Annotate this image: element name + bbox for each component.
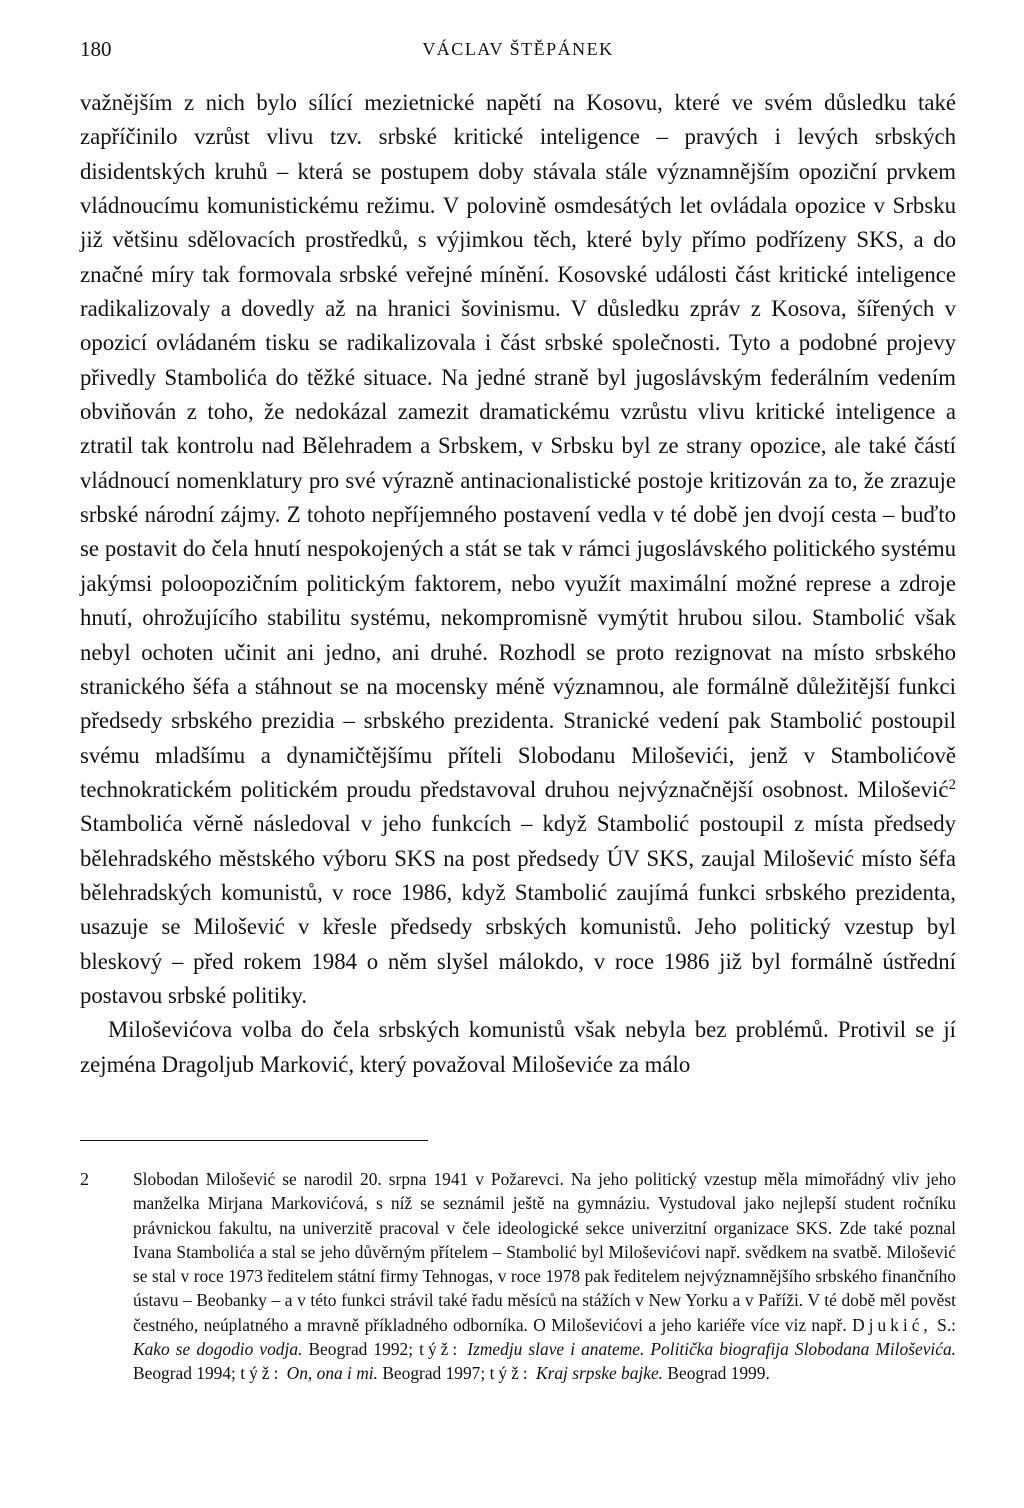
footnote-text-7: Beograd 1997;: [377, 1363, 490, 1384]
footnote-text-9: Beograd 1999.: [663, 1363, 770, 1384]
footnote: [80, 1167, 956, 1386]
footnote-author: Djukić,: [852, 1314, 932, 1335]
footnote-marker: 2: [80, 1169, 89, 1189]
footnote-text: [133, 1167, 956, 1386]
main-text: [80, 86, 956, 1082]
footnote-title-4: Kraj srpske bajke.: [536, 1363, 664, 1384]
footnote-separator: [80, 1140, 428, 1141]
footnote-tyz-3: týž:: [489, 1363, 532, 1384]
paragraph-2: Miloševićova volba do čela srbských komunistů však nebyla bez problémů. Protivil se jí zejména Dragoljub Marković, který považoval Miloševiće za málo: [80, 1017, 956, 1077]
footnote-title-3: On, ona i mi.: [286, 1363, 378, 1384]
page-number: 180: [80, 37, 112, 61]
footnote-text-3: Beograd 1992;: [302, 1339, 420, 1360]
footnote-text-5: Beograd 1994;: [133, 1363, 241, 1384]
footnote-reference: 2: [948, 776, 956, 793]
running-head: [80, 34, 956, 64]
footnote-text-1: Slobodan Milošević se narodil 20. srpna 1941 v Požarevci. Na jeho politický vzestup měla mimořádný vliv jeho manželka Mirjana Markovićová, s níž se seznámil ještě na gymnáziu. Vystudoval jako nejlepší student ročníku právnickou fakultu, na univerzitě pracoval v čele ideologické sekce univerzitní organizace SKS. Zde také poznal Ivana Stambolića a stal se jeho důvěrným přítelem – Stambolić byl Miloševićovi např. svědkem na svatbě. Milošević se stal v roce 1973 ředitelem státní firmy Tehnogas, v roce 1978 pak ředitelem nejvýznamnějšího srbského finančního ústavu – Beobanky – a v této funkci strávil také řadu měsíců na stážích v New Yorku a v Paříži. V té době měl pověst čestného, neúplatného a mravně příkladného odborníka. O Miloševićovi a jeho kariéře více viz např.: [133, 1169, 956, 1335]
running-title: VÁCLAV ŠTĚPÁNEK: [422, 39, 614, 59]
paragraph-1-text-b: Stambolića věrně následoval v jeho funkcích – když Stambolić postoupil z místa předsedy bělehradského městského výboru SKS na post předsedy ÚV SKS, zaujal Milošević místo šéfa bělehradských komunistů, v roce 1986, když Stambolić zaujímá funkci srbského prezidenta, usazuje se Milošević v křesle předsedy srbských komunistů. Jeho politický vzestup byl bleskový – před rokem 1984 o něm slyšel málokdo, v roce 1986 již byl formálně ústřední postavou srbské politiky.: [80, 811, 956, 1008]
book-page: [80, 34, 956, 1082]
paragraph-1: [80, 86, 956, 1013]
footnote-tyz-1: týž:: [419, 1339, 462, 1360]
footnote-title-2: Izmedju slave i anateme. Politička biografija Slobodana Miloševića.: [467, 1339, 957, 1360]
footnote-tyz-2: týž:: [240, 1363, 283, 1384]
paragraph-1-text-a: važnějším z nich bylo sílící mezietnické napětí na Kosovu, které ve svém důsledku také zapříčinilo vzrůst vlivu tzv. srbské kritické inteligence – pravých i levých srbských disidentských kruhů – která se postupem doby stávala stále významnějším opoziční prvkem vládnoucímu komunistickému režimu. V polovině osmdesátých let ovládala opozice v Srbsku již většinu sdělovacích prostředků, s výjimkou těch, které byly přímo podřízeny SKS, a do značné míry tak formovala srbské veřejné mínění. Kosovské události část kritické inteligence radikalizovaly a dovedly až na hranici šovinismu. V důsledku zpráv z Kosova, šířených v opozicí ovládaném tisku se radikalizovala i část srbské společnosti. Tyto a podobné projevy přivedly Stambolića do těžké situace. Na jedné straně byl jugoslávským federálním vedením obviňován z toho, že nedokázal zamezit dramatickému vzrůstu vlivu kritické inteligence a ztratil tak kontrolu nad Bělehradem a Srbskem, v Srbsku byl ze strany opozice, ale také částí vládnoucí nomenklatury pro své výrazně antinacionalistické postoje kritizován za to, že zrazuje srbské národní zájmy. Z tohoto nepříjemného postavení vedla v té době jen dvojí cesta – buďto se postavit do čela hnutí nespokojených a stát se tak v rámci jugoslávského politického systému jakýmsi poloopozičním politickým faktorem, nebo využít maximální možné represe a zdroje hnutí, ohrožujícího stabilitu systému, nekompromisně vymýtit hrubou silou. Stambolić však nebyl ochoten učinit ani jedno, ani druhé. Rozhodl se proto rezignovat na místo srbského stranického šéfa a stáhnout se na mocensky méně významnou, ale formálně důležitější funkci předsedy srbského prezidia – srbského prezidenta. Stranické vedení pak Stambolić postoupil svému mladšímu a dynamičtějšímu příteli Slobodanu Miloševići, jenž v Stambolićově technokratickém politickém proudu představoval druhou nejvýznačnější osobnost. Milošević: [80, 90, 956, 802]
footnote-text-2: S.:: [931, 1314, 957, 1335]
footnote-title-1: Kako se dogodio vodja.: [133, 1339, 303, 1360]
